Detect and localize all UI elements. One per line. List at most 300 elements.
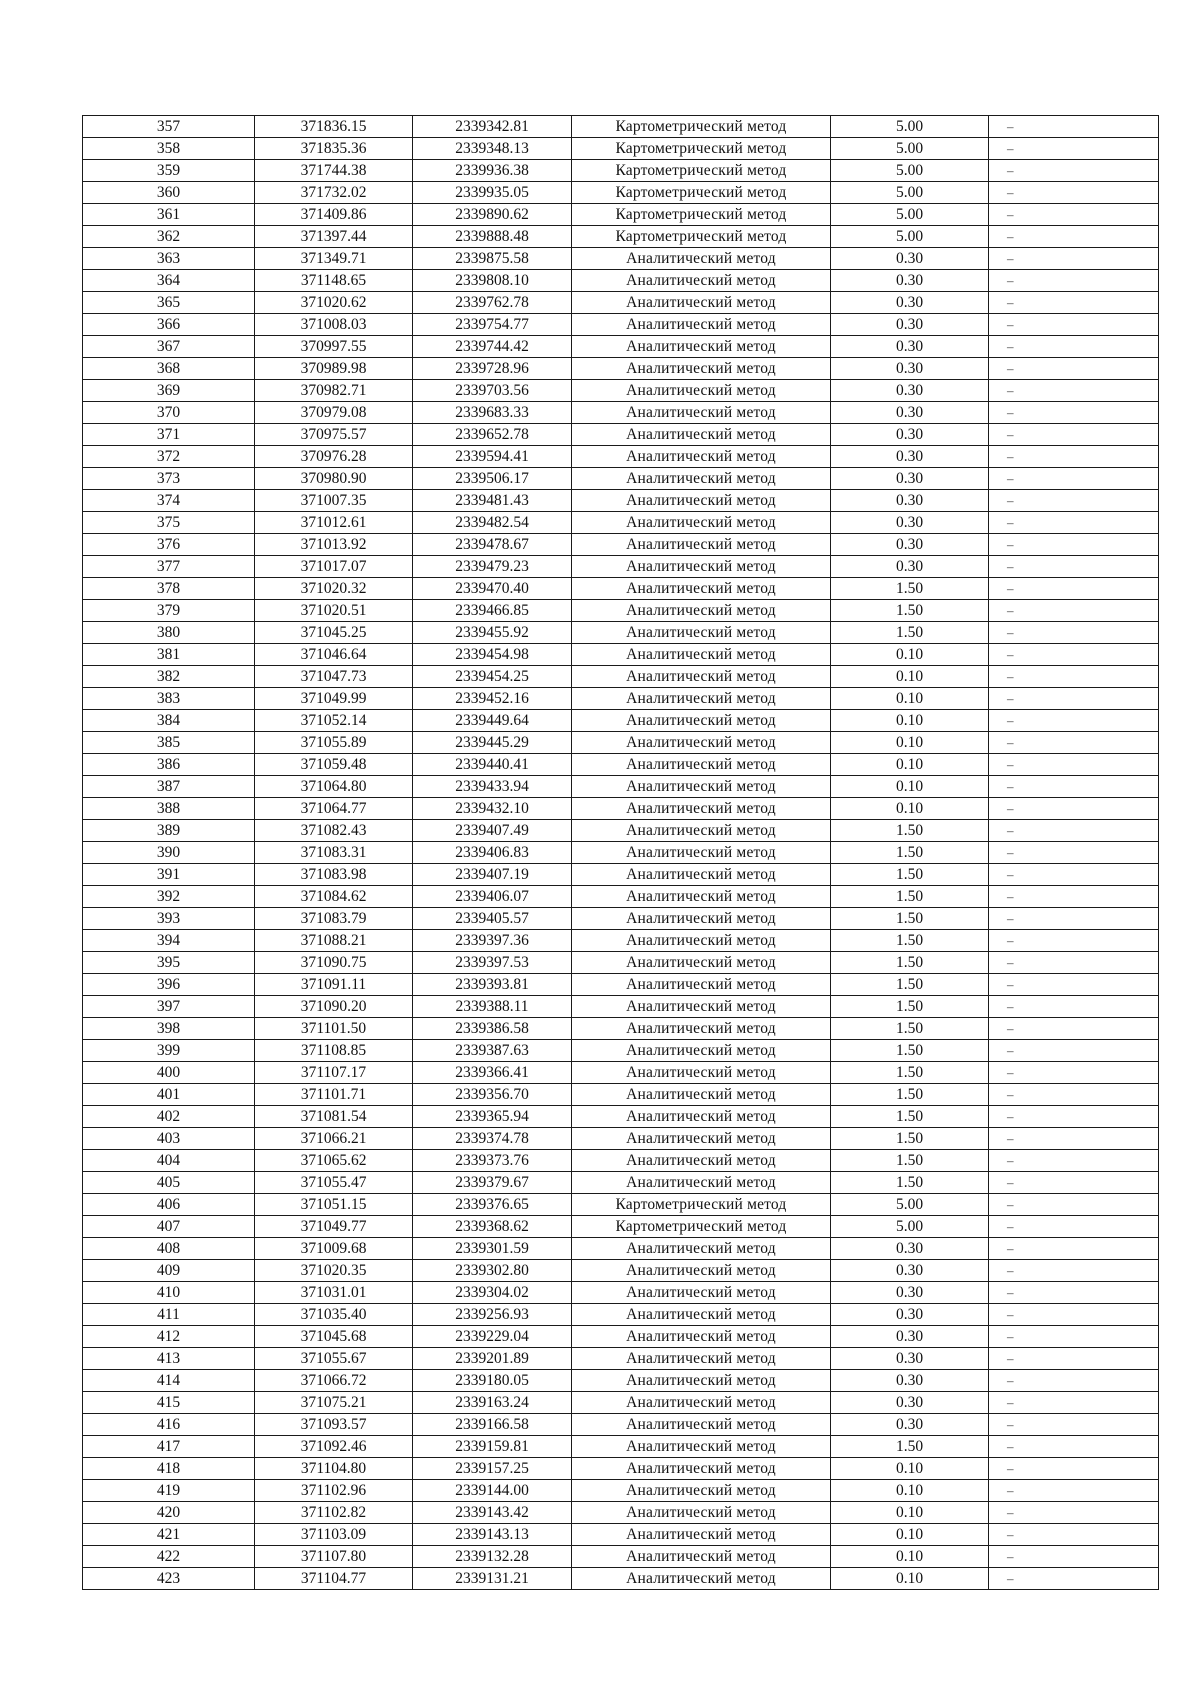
point-number-cell: 378 xyxy=(83,578,255,600)
point-number-cell: 389 xyxy=(83,820,255,842)
table-row xyxy=(83,974,1159,996)
point-number-cell: 400 xyxy=(83,1062,255,1084)
description-cell: – xyxy=(989,644,1159,666)
method-cell: Аналитический метод xyxy=(572,1084,831,1106)
point-number-cell: 383 xyxy=(83,688,255,710)
method-cell: Аналитический метод xyxy=(572,446,831,468)
y-coordinate-cell: 2339936.38 xyxy=(413,160,572,182)
y-coordinate-cell: 2339479.23 xyxy=(413,556,572,578)
y-coordinate-cell: 2339374.78 xyxy=(413,1128,572,1150)
point-number-cell: 390 xyxy=(83,842,255,864)
method-cell: Аналитический метод xyxy=(572,534,831,556)
y-coordinate-cell: 2339163.24 xyxy=(413,1392,572,1414)
accuracy-cell: 1.50 xyxy=(831,996,989,1018)
y-coordinate-cell: 2339229.04 xyxy=(413,1326,572,1348)
y-coordinate-cell: 2339728.96 xyxy=(413,358,572,380)
y-coordinate-cell: 2339180.05 xyxy=(413,1370,572,1392)
table-row xyxy=(83,468,1159,490)
y-coordinate-cell: 2339762.78 xyxy=(413,292,572,314)
description-cell: – xyxy=(989,380,1159,402)
method-cell: Аналитический метод xyxy=(572,1436,831,1458)
y-coordinate-cell: 2339454.98 xyxy=(413,644,572,666)
point-number-cell: 365 xyxy=(83,292,255,314)
y-coordinate-cell: 2339301.59 xyxy=(413,1238,572,1260)
y-coordinate-cell: 2339703.56 xyxy=(413,380,572,402)
x-coordinate-cell: 371020.62 xyxy=(255,292,413,314)
point-number-cell: 405 xyxy=(83,1172,255,1194)
table-row xyxy=(83,1348,1159,1370)
point-number-cell: 358 xyxy=(83,138,255,160)
point-number-cell: 423 xyxy=(83,1568,255,1590)
point-number-cell: 382 xyxy=(83,666,255,688)
table-row xyxy=(83,270,1159,292)
y-coordinate-cell: 2339387.63 xyxy=(413,1040,572,1062)
point-number-cell: 421 xyxy=(83,1524,255,1546)
table-row xyxy=(83,556,1159,578)
y-coordinate-cell: 2339455.92 xyxy=(413,622,572,644)
description-cell: – xyxy=(989,402,1159,424)
table-row xyxy=(83,666,1159,688)
y-coordinate-cell: 2339406.83 xyxy=(413,842,572,864)
y-coordinate-cell: 2339256.93 xyxy=(413,1304,572,1326)
y-coordinate-cell: 2339890.62 xyxy=(413,204,572,226)
method-cell: Аналитический метод xyxy=(572,710,831,732)
method-cell: Аналитический метод xyxy=(572,490,831,512)
y-coordinate-cell: 2339342.81 xyxy=(413,116,572,138)
method-cell: Аналитический метод xyxy=(572,1106,831,1128)
accuracy-cell: 1.50 xyxy=(831,842,989,864)
x-coordinate-cell: 371017.07 xyxy=(255,556,413,578)
method-cell: Аналитический метод xyxy=(572,1260,831,1282)
accuracy-cell: 5.00 xyxy=(831,182,989,204)
point-number-cell: 369 xyxy=(83,380,255,402)
table-row xyxy=(83,1502,1159,1524)
table-row xyxy=(83,160,1159,182)
description-cell: – xyxy=(989,1414,1159,1436)
method-cell: Аналитический метод xyxy=(572,952,831,974)
x-coordinate-cell: 371020.51 xyxy=(255,600,413,622)
accuracy-cell: 1.50 xyxy=(831,1436,989,1458)
table-row xyxy=(83,996,1159,1018)
method-cell: Аналитический метод xyxy=(572,1172,831,1194)
y-coordinate-cell: 2339373.76 xyxy=(413,1150,572,1172)
method-cell: Аналитический метод xyxy=(572,336,831,358)
y-coordinate-cell: 2339405.57 xyxy=(413,908,572,930)
y-coordinate-cell: 2339365.94 xyxy=(413,1106,572,1128)
x-coordinate-cell: 371008.03 xyxy=(255,314,413,336)
y-coordinate-cell: 2339888.48 xyxy=(413,226,572,248)
x-coordinate-cell: 371103.09 xyxy=(255,1524,413,1546)
table-row xyxy=(83,1392,1159,1414)
table-row xyxy=(83,534,1159,556)
y-coordinate-cell: 2339481.43 xyxy=(413,490,572,512)
x-coordinate-cell: 371732.02 xyxy=(255,182,413,204)
table-row xyxy=(83,182,1159,204)
x-coordinate-cell: 371836.15 xyxy=(255,116,413,138)
x-coordinate-cell: 371064.77 xyxy=(255,798,413,820)
description-cell: – xyxy=(989,1546,1159,1568)
point-number-cell: 366 xyxy=(83,314,255,336)
accuracy-cell: 0.30 xyxy=(831,336,989,358)
x-coordinate-cell: 371091.11 xyxy=(255,974,413,996)
y-coordinate-cell: 2339440.41 xyxy=(413,754,572,776)
method-cell: Аналитический метод xyxy=(572,1480,831,1502)
y-coordinate-cell: 2339144.00 xyxy=(413,1480,572,1502)
method-cell: Аналитический метод xyxy=(572,754,831,776)
x-coordinate-cell: 371007.35 xyxy=(255,490,413,512)
point-number-cell: 420 xyxy=(83,1502,255,1524)
table-row xyxy=(83,930,1159,952)
point-number-cell: 416 xyxy=(83,1414,255,1436)
accuracy-cell: 0.10 xyxy=(831,666,989,688)
x-coordinate-cell: 371045.68 xyxy=(255,1326,413,1348)
method-cell: Аналитический метод xyxy=(572,930,831,952)
x-coordinate-cell: 370997.55 xyxy=(255,336,413,358)
table-row xyxy=(83,204,1159,226)
table-row xyxy=(83,292,1159,314)
y-coordinate-cell: 2339683.33 xyxy=(413,402,572,424)
method-cell: Картометрический метод xyxy=(572,182,831,204)
point-number-cell: 357 xyxy=(83,116,255,138)
point-number-cell: 413 xyxy=(83,1348,255,1370)
table-row xyxy=(83,1524,1159,1546)
y-coordinate-cell: 2339157.25 xyxy=(413,1458,572,1480)
table-row xyxy=(83,116,1159,138)
accuracy-cell: 0.10 xyxy=(831,688,989,710)
description-cell: – xyxy=(989,1106,1159,1128)
description-cell: – xyxy=(989,512,1159,534)
point-number-cell: 415 xyxy=(83,1392,255,1414)
y-coordinate-cell: 2339397.53 xyxy=(413,952,572,974)
description-cell: – xyxy=(989,160,1159,182)
description-cell: – xyxy=(989,974,1159,996)
method-cell: Аналитический метод xyxy=(572,578,831,600)
point-number-cell: 375 xyxy=(83,512,255,534)
accuracy-cell: 0.30 xyxy=(831,490,989,512)
table-row xyxy=(83,776,1159,798)
point-number-cell: 386 xyxy=(83,754,255,776)
method-cell: Аналитический метод xyxy=(572,798,831,820)
x-coordinate-cell: 371066.72 xyxy=(255,1370,413,1392)
table-row xyxy=(83,908,1159,930)
accuracy-cell: 1.50 xyxy=(831,1084,989,1106)
table-row xyxy=(83,1216,1159,1238)
description-cell: – xyxy=(989,1568,1159,1590)
accuracy-cell: 0.30 xyxy=(831,248,989,270)
accuracy-cell: 5.00 xyxy=(831,160,989,182)
x-coordinate-cell: 370980.90 xyxy=(255,468,413,490)
method-cell: Аналитический метод xyxy=(572,424,831,446)
description-cell: – xyxy=(989,1260,1159,1282)
x-coordinate-cell: 371082.43 xyxy=(255,820,413,842)
accuracy-cell: 0.30 xyxy=(831,358,989,380)
x-coordinate-cell: 371088.21 xyxy=(255,930,413,952)
description-cell: – xyxy=(989,424,1159,446)
accuracy-cell: 0.30 xyxy=(831,512,989,534)
point-number-cell: 406 xyxy=(83,1194,255,1216)
coordinates-table-body xyxy=(83,116,1159,1590)
accuracy-cell: 0.30 xyxy=(831,534,989,556)
accuracy-cell: 0.30 xyxy=(831,1348,989,1370)
method-cell: Аналитический метод xyxy=(572,886,831,908)
y-coordinate-cell: 2339466.85 xyxy=(413,600,572,622)
point-number-cell: 368 xyxy=(83,358,255,380)
point-number-cell: 399 xyxy=(83,1040,255,1062)
accuracy-cell: 0.10 xyxy=(831,732,989,754)
accuracy-cell: 0.30 xyxy=(831,380,989,402)
method-cell: Аналитический метод xyxy=(572,996,831,1018)
accuracy-cell: 1.50 xyxy=(831,1062,989,1084)
accuracy-cell: 0.10 xyxy=(831,1502,989,1524)
description-cell: – xyxy=(989,1128,1159,1150)
table-row xyxy=(83,798,1159,820)
table-row xyxy=(83,1150,1159,1172)
table-row xyxy=(83,710,1159,732)
y-coordinate-cell: 2339159.81 xyxy=(413,1436,572,1458)
y-coordinate-cell: 2339935.05 xyxy=(413,182,572,204)
point-number-cell: 408 xyxy=(83,1238,255,1260)
point-number-cell: 359 xyxy=(83,160,255,182)
description-cell: – xyxy=(989,842,1159,864)
accuracy-cell: 0.30 xyxy=(831,1326,989,1348)
description-cell: – xyxy=(989,204,1159,226)
description-cell: – xyxy=(989,1238,1159,1260)
method-cell: Картометрический метод xyxy=(572,204,831,226)
description-cell: – xyxy=(989,1480,1159,1502)
point-number-cell: 387 xyxy=(83,776,255,798)
description-cell: – xyxy=(989,798,1159,820)
accuracy-cell: 1.50 xyxy=(831,1150,989,1172)
accuracy-cell: 5.00 xyxy=(831,1194,989,1216)
method-cell: Картометрический метод xyxy=(572,160,831,182)
point-number-cell: 377 xyxy=(83,556,255,578)
description-cell: – xyxy=(989,1018,1159,1040)
x-coordinate-cell: 371055.67 xyxy=(255,1348,413,1370)
accuracy-cell: 0.30 xyxy=(831,292,989,314)
accuracy-cell: 0.10 xyxy=(831,1568,989,1590)
description-cell: – xyxy=(989,864,1159,886)
accuracy-cell: 0.10 xyxy=(831,798,989,820)
accuracy-cell: 0.30 xyxy=(831,270,989,292)
y-coordinate-cell: 2339594.41 xyxy=(413,446,572,468)
accuracy-cell: 1.50 xyxy=(831,622,989,644)
accuracy-cell: 0.30 xyxy=(831,314,989,336)
x-coordinate-cell: 371090.20 xyxy=(255,996,413,1018)
method-cell: Аналитический метод xyxy=(572,644,831,666)
table-row xyxy=(83,248,1159,270)
x-coordinate-cell: 371055.89 xyxy=(255,732,413,754)
x-coordinate-cell: 371107.80 xyxy=(255,1546,413,1568)
table-row xyxy=(83,952,1159,974)
x-coordinate-cell: 371049.99 xyxy=(255,688,413,710)
accuracy-cell: 0.10 xyxy=(831,1546,989,1568)
accuracy-cell: 0.10 xyxy=(831,644,989,666)
y-coordinate-cell: 2339454.25 xyxy=(413,666,572,688)
table-row xyxy=(83,512,1159,534)
accuracy-cell: 0.10 xyxy=(831,710,989,732)
y-coordinate-cell: 2339302.80 xyxy=(413,1260,572,1282)
y-coordinate-cell: 2339652.78 xyxy=(413,424,572,446)
y-coordinate-cell: 2339470.40 xyxy=(413,578,572,600)
accuracy-cell: 5.00 xyxy=(831,226,989,248)
accuracy-cell: 1.50 xyxy=(831,1018,989,1040)
description-cell: – xyxy=(989,446,1159,468)
method-cell: Аналитический метод xyxy=(572,1458,831,1480)
method-cell: Аналитический метод xyxy=(572,1392,831,1414)
accuracy-cell: 0.30 xyxy=(831,1392,989,1414)
accuracy-cell: 5.00 xyxy=(831,116,989,138)
x-coordinate-cell: 371083.98 xyxy=(255,864,413,886)
y-coordinate-cell: 2339407.19 xyxy=(413,864,572,886)
method-cell: Аналитический метод xyxy=(572,908,831,930)
x-coordinate-cell: 371744.38 xyxy=(255,160,413,182)
accuracy-cell: 1.50 xyxy=(831,864,989,886)
point-number-cell: 384 xyxy=(83,710,255,732)
description-cell: – xyxy=(989,292,1159,314)
point-number-cell: 398 xyxy=(83,1018,255,1040)
point-number-cell: 364 xyxy=(83,270,255,292)
y-coordinate-cell: 2339875.58 xyxy=(413,248,572,270)
point-number-cell: 373 xyxy=(83,468,255,490)
table-row xyxy=(83,314,1159,336)
description-cell: – xyxy=(989,1524,1159,1546)
method-cell: Аналитический метод xyxy=(572,1018,831,1040)
description-cell: – xyxy=(989,1194,1159,1216)
description-cell: – xyxy=(989,666,1159,688)
point-number-cell: 409 xyxy=(83,1260,255,1282)
y-coordinate-cell: 2339386.58 xyxy=(413,1018,572,1040)
point-number-cell: 367 xyxy=(83,336,255,358)
description-cell: – xyxy=(989,996,1159,1018)
point-number-cell: 370 xyxy=(83,402,255,424)
point-number-cell: 385 xyxy=(83,732,255,754)
y-coordinate-cell: 2339379.67 xyxy=(413,1172,572,1194)
table-row xyxy=(83,1062,1159,1084)
point-number-cell: 392 xyxy=(83,886,255,908)
y-coordinate-cell: 2339376.65 xyxy=(413,1194,572,1216)
table-row xyxy=(83,424,1159,446)
x-coordinate-cell: 371104.80 xyxy=(255,1458,413,1480)
x-coordinate-cell: 371107.17 xyxy=(255,1062,413,1084)
table-row xyxy=(83,336,1159,358)
accuracy-cell: 0.30 xyxy=(831,446,989,468)
y-coordinate-cell: 2339304.02 xyxy=(413,1282,572,1304)
description-cell: – xyxy=(989,1458,1159,1480)
accuracy-cell: 0.30 xyxy=(831,1260,989,1282)
point-number-cell: 372 xyxy=(83,446,255,468)
x-coordinate-cell: 371059.48 xyxy=(255,754,413,776)
description-cell: – xyxy=(989,952,1159,974)
point-number-cell: 380 xyxy=(83,622,255,644)
description-cell: – xyxy=(989,314,1159,336)
point-number-cell: 361 xyxy=(83,204,255,226)
y-coordinate-cell: 2339143.42 xyxy=(413,1502,572,1524)
method-cell: Аналитический метод xyxy=(572,1414,831,1436)
x-coordinate-cell: 371349.71 xyxy=(255,248,413,270)
point-number-cell: 391 xyxy=(83,864,255,886)
description-cell: – xyxy=(989,226,1159,248)
description-cell: – xyxy=(989,182,1159,204)
accuracy-cell: 0.10 xyxy=(831,754,989,776)
point-number-cell: 407 xyxy=(83,1216,255,1238)
accuracy-cell: 1.50 xyxy=(831,886,989,908)
table-row xyxy=(83,600,1159,622)
description-cell: – xyxy=(989,556,1159,578)
description-cell: – xyxy=(989,688,1159,710)
x-coordinate-cell: 370976.28 xyxy=(255,446,413,468)
coordinates-table xyxy=(82,115,1159,1590)
method-cell: Аналитический метод xyxy=(572,600,831,622)
accuracy-cell: 0.30 xyxy=(831,1304,989,1326)
description-cell: – xyxy=(989,930,1159,952)
method-cell: Аналитический метод xyxy=(572,1524,831,1546)
method-cell: Аналитический метод xyxy=(572,1040,831,1062)
accuracy-cell: 1.50 xyxy=(831,974,989,996)
point-number-cell: 388 xyxy=(83,798,255,820)
accuracy-cell: 1.50 xyxy=(831,578,989,600)
y-coordinate-cell: 2339808.10 xyxy=(413,270,572,292)
x-coordinate-cell: 371009.68 xyxy=(255,1238,413,1260)
method-cell: Аналитический метод xyxy=(572,248,831,270)
x-coordinate-cell: 371104.77 xyxy=(255,1568,413,1590)
x-coordinate-cell: 371102.82 xyxy=(255,1502,413,1524)
accuracy-cell: 0.10 xyxy=(831,1480,989,1502)
description-cell: – xyxy=(989,1150,1159,1172)
description-cell: – xyxy=(989,1084,1159,1106)
x-coordinate-cell: 371031.01 xyxy=(255,1282,413,1304)
method-cell: Аналитический метод xyxy=(572,468,831,490)
x-coordinate-cell: 371013.92 xyxy=(255,534,413,556)
method-cell: Картометрический метод xyxy=(572,1216,831,1238)
point-number-cell: 418 xyxy=(83,1458,255,1480)
x-coordinate-cell: 371102.96 xyxy=(255,1480,413,1502)
y-coordinate-cell: 2339452.16 xyxy=(413,688,572,710)
accuracy-cell: 0.10 xyxy=(831,1524,989,1546)
accuracy-cell: 1.50 xyxy=(831,1172,989,1194)
accuracy-cell: 0.30 xyxy=(831,556,989,578)
point-number-cell: 379 xyxy=(83,600,255,622)
method-cell: Аналитический метод xyxy=(572,776,831,798)
table-row xyxy=(83,1238,1159,1260)
description-cell: – xyxy=(989,776,1159,798)
table-row xyxy=(83,842,1159,864)
description-cell: – xyxy=(989,732,1159,754)
table-row xyxy=(83,1018,1159,1040)
method-cell: Аналитический метод xyxy=(572,1326,831,1348)
y-coordinate-cell: 2339407.49 xyxy=(413,820,572,842)
y-coordinate-cell: 2339393.81 xyxy=(413,974,572,996)
y-coordinate-cell: 2339433.94 xyxy=(413,776,572,798)
description-cell: – xyxy=(989,710,1159,732)
y-coordinate-cell: 2339478.67 xyxy=(413,534,572,556)
x-coordinate-cell: 371083.79 xyxy=(255,908,413,930)
method-cell: Аналитический метод xyxy=(572,1304,831,1326)
description-cell: – xyxy=(989,1348,1159,1370)
description-cell: – xyxy=(989,622,1159,644)
method-cell: Картометрический метод xyxy=(572,1194,831,1216)
x-coordinate-cell: 371066.21 xyxy=(255,1128,413,1150)
method-cell: Аналитический метод xyxy=(572,732,831,754)
y-coordinate-cell: 2339406.07 xyxy=(413,886,572,908)
method-cell: Аналитический метод xyxy=(572,688,831,710)
point-number-cell: 422 xyxy=(83,1546,255,1568)
point-number-cell: 417 xyxy=(83,1436,255,1458)
method-cell: Картометрический метод xyxy=(572,138,831,160)
description-cell: – xyxy=(989,358,1159,380)
table-row xyxy=(83,1568,1159,1590)
x-coordinate-cell: 371409.86 xyxy=(255,204,413,226)
accuracy-cell: 1.50 xyxy=(831,1040,989,1062)
